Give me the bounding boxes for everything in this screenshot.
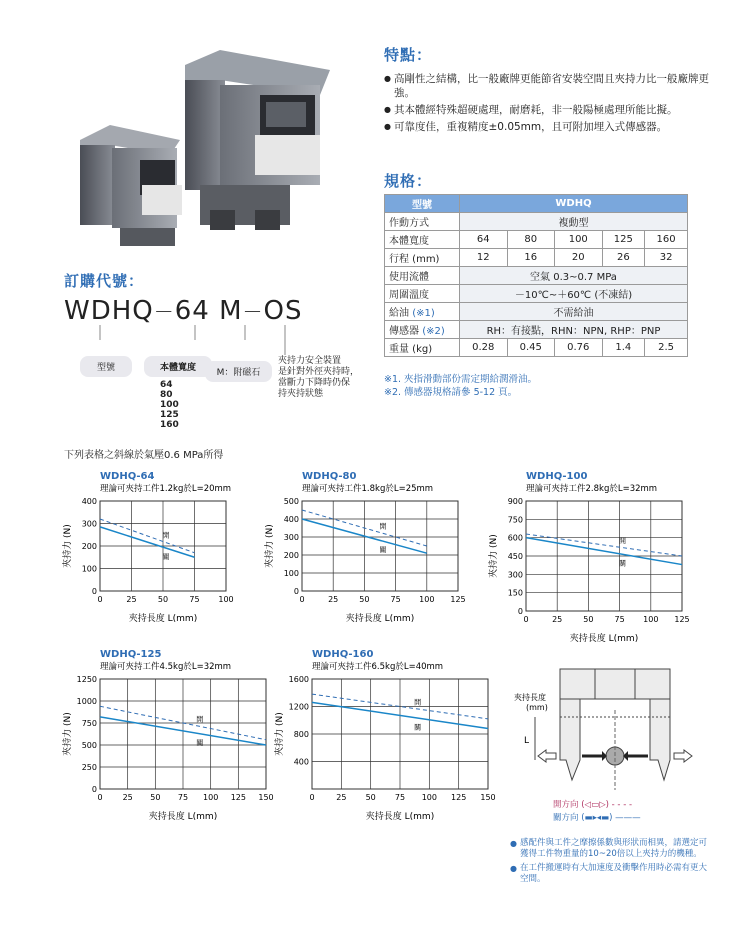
y-tick-label: 400 xyxy=(283,515,299,524)
spec-value: 複動型 xyxy=(460,213,688,231)
bottom-note: ● 感配件與工件之摩擦係數與形狀而相異，請選定可獲得工件物重量的10~20倍以上夾持力的機種。 xyxy=(510,838,710,860)
width-pill: 本體寬度 xyxy=(144,356,212,377)
x-tick-label: 100 xyxy=(218,595,234,604)
y-tick-label: 400 xyxy=(293,757,309,767)
chart-wdhq-80 xyxy=(262,467,472,627)
spec-value: 20 xyxy=(555,249,603,267)
spec-label: 傳感器 (※2) xyxy=(385,321,460,339)
y-axis-label: 夾持力 (N) xyxy=(63,524,73,568)
x-tick-label: 100 xyxy=(643,615,659,624)
bottom-notes xyxy=(510,838,710,888)
y-tick-label: 200 xyxy=(81,542,97,551)
x-tick-label: 25 xyxy=(126,595,137,604)
x-axis-label: 夾持長度 L(mm) xyxy=(345,614,415,624)
x-tick-label: 25 xyxy=(336,793,347,802)
series-label: 關 xyxy=(162,552,170,561)
x-axis-label: 夾持長度 L(mm) xyxy=(365,812,435,822)
y-tick-label: 300 xyxy=(81,519,97,529)
series-open-line xyxy=(100,519,195,553)
spec-value: 100 xyxy=(555,231,603,249)
x-tick-label: 25 xyxy=(328,595,339,604)
spec-label: 給油 (※1) xyxy=(385,303,460,321)
x-tick-label: 100 xyxy=(203,793,219,802)
series-label: 關 xyxy=(618,559,626,568)
x-axis-label: 夾持長度 L(mm) xyxy=(569,634,639,644)
order-connectors xyxy=(60,325,360,355)
y-tick-label: 150 xyxy=(507,588,523,598)
spec-value: 0.28 xyxy=(460,339,508,357)
spec-value: 0.76 xyxy=(555,339,603,357)
x-tick-label: 75 xyxy=(189,595,200,604)
spec-label: 重量 (kg) xyxy=(385,339,460,357)
y-tick-label: 400 xyxy=(81,497,97,506)
y-tick-label: 750 xyxy=(507,515,523,525)
y-tick-label: 900 xyxy=(507,497,523,506)
width-list: 64 80 100 125 160 xyxy=(160,380,179,430)
order-code: WDHQ－64 M－OS xyxy=(64,296,303,326)
spec-table xyxy=(384,194,688,357)
series-label: 開 xyxy=(379,522,387,531)
x-tick-label: 0 xyxy=(309,793,315,802)
x-tick-label: 0 xyxy=(523,615,529,624)
spec-value: 16 xyxy=(507,249,555,267)
x-tick-label: 0 xyxy=(97,793,103,802)
spec-value: 0.45 xyxy=(507,339,555,357)
feature-item: ● 高剛性之結構，比一般廠牌更能節省安裝空間且夾持力比一般廠牌更強。 xyxy=(384,72,714,100)
order-title: 訂購代號： xyxy=(64,272,145,290)
spec-label: 使用流體 xyxy=(385,267,460,285)
chart-wdhq-125 xyxy=(60,645,280,825)
spec-value: 64 xyxy=(460,231,508,249)
spec-value: －10℃~＋60℃ (不凍結) xyxy=(460,285,688,303)
os-description: 夾持力安全裝置 是針對外徑夾持時， 當斷力下降時仍保 持夾持狀態 xyxy=(278,356,360,399)
x-tick-label: 75 xyxy=(394,793,406,802)
y-tick-label: 200 xyxy=(283,551,299,560)
spec-label: 行程 (mm) xyxy=(385,249,460,267)
spec-value: 160 xyxy=(645,231,688,249)
chart-wdhq-160 xyxy=(272,645,502,825)
x-tick-label: 50 xyxy=(150,793,161,802)
legend-close: 關方向 (▬▸◂▬) ——— xyxy=(553,813,641,823)
x-tick-label: 125 xyxy=(451,793,467,802)
x-tick-label: 100 xyxy=(421,793,437,802)
x-tick-label: 50 xyxy=(157,595,169,604)
diagram-L-label: L xyxy=(524,736,530,746)
y-axis-label: 夾持力 (N) xyxy=(275,712,285,756)
series-label: 開 xyxy=(618,537,626,546)
series-close-line xyxy=(100,527,195,557)
chart-title: WDHQ-80 xyxy=(302,471,357,482)
chart-subtitle: 理論可夾持工件4.5kg於L=32mm xyxy=(100,662,232,672)
series-label: 關 xyxy=(414,723,422,732)
spec-value: 26 xyxy=(602,249,645,267)
product-photo xyxy=(70,40,340,255)
y-tick-label: 1600 xyxy=(288,675,309,684)
chart-subtitle: 理論可夾持工件1.8kg於L=25mm xyxy=(302,484,434,494)
x-tick-label: 25 xyxy=(122,793,133,802)
y-tick-label: 0 xyxy=(91,785,97,794)
diagram-length-label: 夾持長度(mm) xyxy=(514,693,548,712)
magnet-pill: M：附磁石 xyxy=(205,361,272,382)
x-tick-label: 75 xyxy=(614,615,625,624)
y-axis-label: 夾持力 (N) xyxy=(63,712,73,756)
spec-label: 作動方式 xyxy=(385,213,460,231)
feature-item: ● 可靠度佳，重複精度±0.05mm，且可附加埋入式傳感器。 xyxy=(384,120,714,134)
charts-caption: 下列表格之斜線於氣壓0.6 MPa所得 xyxy=(64,450,224,461)
y-tick-label: 0 xyxy=(293,587,299,596)
spec-title: 規格： xyxy=(384,172,433,190)
chart-wdhq-64 xyxy=(60,467,240,627)
y-tick-label: 250 xyxy=(81,763,97,772)
spec-note: ※1. 夾指滑動部份需定期給潤滑油。 xyxy=(384,374,538,385)
y-tick-label: 100 xyxy=(81,564,97,574)
x-tick-label: 125 xyxy=(674,615,690,624)
y-axis-label: 夾持力 (N) xyxy=(265,524,275,568)
y-tick-label: 1200 xyxy=(288,702,309,712)
x-tick-label: 0 xyxy=(97,595,103,604)
x-tick-label: 150 xyxy=(258,793,274,802)
y-axis-label: 夾持力 (N) xyxy=(489,534,499,578)
model-pill: 型號 xyxy=(80,356,132,377)
y-tick-label: 800 xyxy=(293,730,309,739)
x-tick-label: 125 xyxy=(450,595,466,604)
x-tick-label: 75 xyxy=(390,595,401,604)
spec-value: 32 xyxy=(645,249,688,267)
chart-subtitle: 理論可夾持工件6.5kg於L=40mm xyxy=(312,662,444,672)
chart-subtitle: 理論可夾持工件1.2kg於L=20mm xyxy=(100,484,232,494)
spec-value: 12 xyxy=(460,249,508,267)
spec-header-model: 型號 xyxy=(385,195,460,213)
y-tick-label: 500 xyxy=(81,741,97,750)
spec-header-series: WDHQ xyxy=(460,195,688,213)
spec-value: 125 xyxy=(602,231,645,249)
series-close-line xyxy=(526,538,682,565)
spec-note: ※2. 傳感器規格請參 5-12 頁。 xyxy=(384,387,518,398)
spec-value: 2.5 xyxy=(645,339,688,357)
spec-value: 80 xyxy=(507,231,555,249)
chart-title: WDHQ-160 xyxy=(312,649,374,660)
series-label: 關 xyxy=(196,739,204,748)
chart-title: WDHQ-100 xyxy=(526,471,588,482)
x-tick-label: 0 xyxy=(299,595,305,604)
y-tick-label: 300 xyxy=(507,570,523,580)
series-open-line xyxy=(526,534,682,556)
chart-subtitle: 理論可夾持工件2.8kg於L=32mm xyxy=(526,484,658,494)
series-label: 關 xyxy=(379,546,387,555)
chart-wdhq-100 xyxy=(486,467,696,647)
y-tick-label: 500 xyxy=(283,497,299,506)
y-tick-label: 1000 xyxy=(76,697,97,706)
x-axis-label: 夾持長度 L(mm) xyxy=(148,812,218,822)
series-label: 開 xyxy=(196,715,204,724)
y-tick-label: 750 xyxy=(81,719,97,728)
spec-value: 不需給油 xyxy=(460,303,688,321)
spec-value: 1.4 xyxy=(602,339,645,357)
bottom-note: ● 在工件搬運時有大加速度及衝擊作用時必需有更大空間。 xyxy=(510,863,710,885)
y-tick-label: 0 xyxy=(517,607,523,616)
x-tick-label: 50 xyxy=(359,595,370,604)
y-tick-label: 1250 xyxy=(76,675,97,684)
y-tick-label: 450 xyxy=(507,552,523,561)
spec-value: 空氣 0.3~0.7 MPa xyxy=(460,267,688,285)
chart-title: WDHQ-125 xyxy=(100,649,162,660)
feature-item: ● 其本體經特殊超硬處理，耐磨耗，非一般陽極處理所能比擬。 xyxy=(384,103,714,117)
y-tick-label: 300 xyxy=(283,533,299,542)
y-tick-label: 0 xyxy=(91,587,97,596)
x-tick-label: 100 xyxy=(419,595,435,604)
x-tick-label: 50 xyxy=(583,615,594,624)
y-tick-label: 600 xyxy=(507,533,523,543)
chart-title: WDHQ-64 xyxy=(100,471,155,482)
spec-label: 本體寬度 xyxy=(385,231,460,249)
x-tick-label: 75 xyxy=(177,793,189,802)
features-list xyxy=(384,72,714,137)
x-tick-label: 125 xyxy=(230,793,246,802)
x-tick-label: 150 xyxy=(480,793,496,802)
spec-label: 周圍溫度 xyxy=(385,285,460,303)
y-tick-label: 100 xyxy=(283,569,299,578)
x-axis-label: 夾持長度 L(mm) xyxy=(128,614,198,624)
features-title: 特點： xyxy=(384,46,433,64)
series-label: 開 xyxy=(414,698,422,707)
x-tick-label: 50 xyxy=(365,793,376,802)
series-label: 開 xyxy=(162,531,170,540)
spec-value: RH：有接點，RHN：NPN, RHP：PNP xyxy=(460,321,688,339)
x-tick-label: 25 xyxy=(552,615,563,624)
legend-open: 開方向 (◁▭▷) - - - - xyxy=(553,800,633,810)
